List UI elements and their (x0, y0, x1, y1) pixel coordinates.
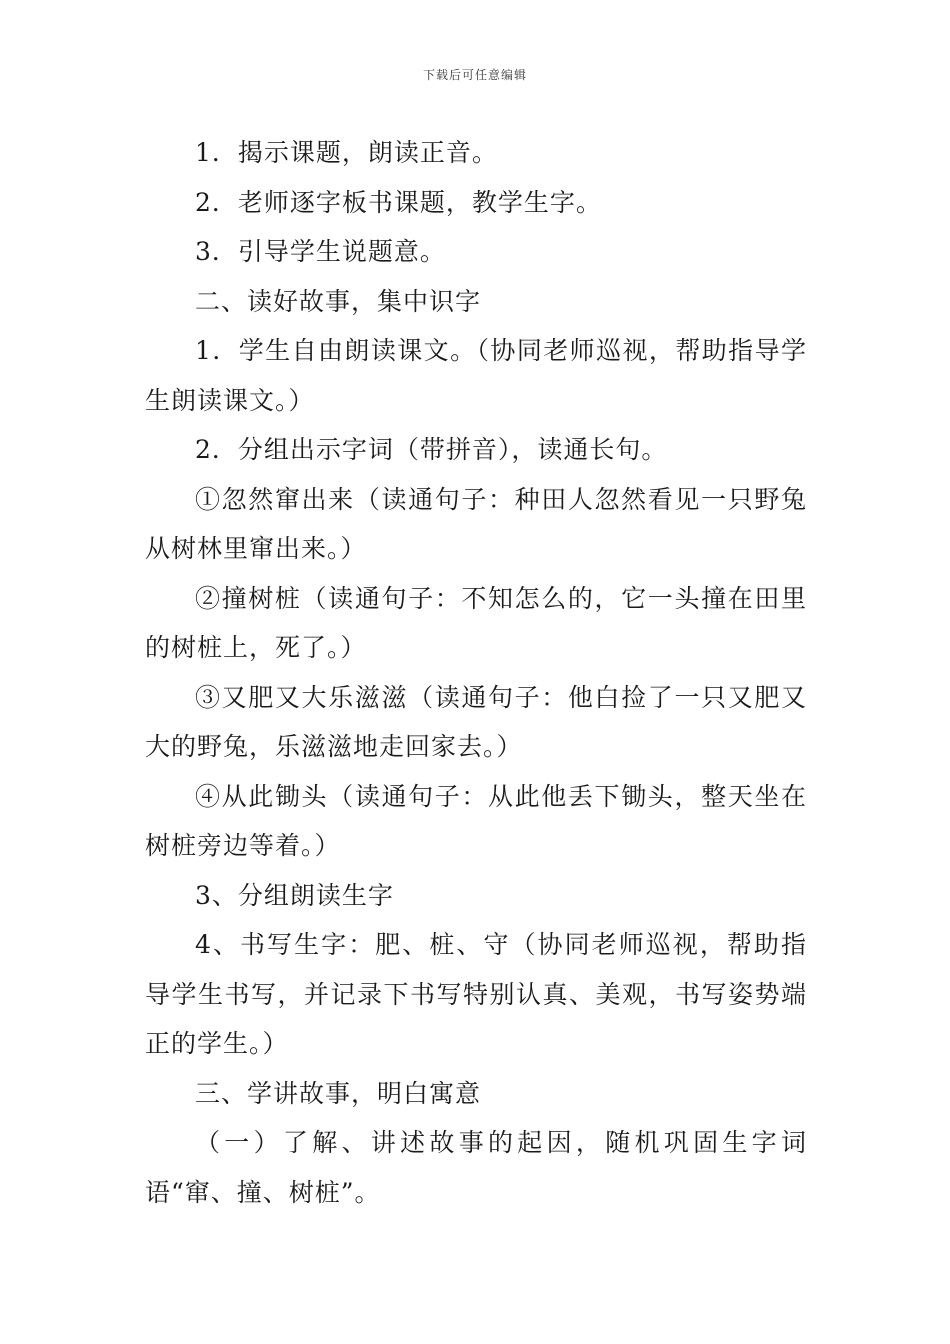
paragraph-word-item-2: ②撞树桩（读通句子：不知怎么的，它一头撞在田里的树桩上，死了。） (145, 583, 807, 662)
paragraph-group-read-characters: 3、分组朗读生字 (195, 880, 394, 910)
paragraph-step-2-write-title: 2．老师逐字板书课题，教学生字。 (195, 187, 602, 217)
document-body (145, 128, 807, 1217)
paragraph-word-item-4: ④从此锄头（读通句子：从此他丢下锄头，整天坐在树桩旁边等着。） (145, 781, 807, 860)
paragraph-group-words: 2．分组出示字词（带拼音），读通长句。 (195, 435, 668, 464)
paragraph-write-characters: 4、书写生字：肥、桩、守（协同老师巡视，帮助指导学生书写，并记录下书写特别认真、美观，书写姿势端正的学生。） (145, 930, 807, 1058)
paragraph-free-reading: 1．学生自由朗读课文。（协同老师巡视，帮助指导学生朗读课文。） (145, 336, 807, 415)
paragraph-step-3-title-meaning: 3．引导学生说题意。 (195, 237, 446, 266)
paragraph-word-item-1: ①忽然窜出来（读通句子：种田人忽然看见一只野兔从树林里窜出来。） (145, 484, 807, 563)
header-note: 下载后可任意编辑 (422, 68, 527, 82)
paragraph-story-cause: （一）了解、讲述故事的起因，随机巩固生字词语“窜、撞、树桩”。 (145, 1128, 807, 1207)
paragraph-word-item-3: ③又肥又大乐滋滋（读通句子：他白捡了一只又肥又大的野兔，乐滋滋地走回家去。） (145, 682, 807, 761)
section-heading-tell-story: 三、学讲故事，明白寓意 (195, 1078, 482, 1108)
section-heading-read-story: 二、读好故事，集中识字 (195, 286, 482, 316)
paragraph-step-1-reveal-title: 1．揭示课题，朗读正音。 (195, 138, 498, 167)
